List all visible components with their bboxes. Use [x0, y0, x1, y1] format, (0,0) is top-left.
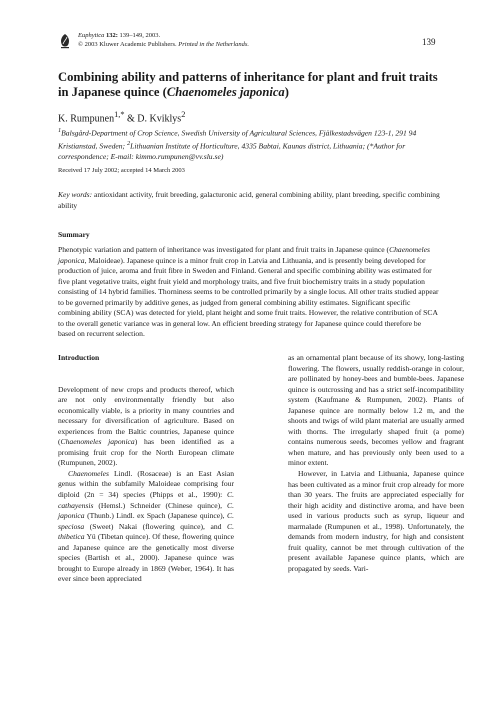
right-paragraph-2: However, in Latvia and Lithuania, Japanese quince has been cultivated as a minor fruit crop already for more than 30 years. The fruits are appreciated especially for their high acidity and distinctive aroma, and have been used in various products such as syrup, liqueur and marmalade (Rumpunen et al., 1998). Unfortunately, the demands from modern industry, for high and consistent fruit quality, cannot be met through cultivation of the present available Japanese quince plants, which are propagated by seeds. Vari- — [288, 469, 464, 573]
intro-p2-text-4: (Sweet) Nakai (flowering quince), and — [84, 521, 228, 531]
title-text: Combining ability and patterns of inheritance for plant and fruit traits in Japanese quince ( — [58, 70, 438, 99]
affil-1-marker: 1 — [58, 127, 62, 134]
received-accepted-dates: Received 17 July 2002; accepted 14 March 2003 — [58, 167, 185, 174]
introduction-heading: Introduction — [58, 353, 100, 362]
species-speciosa: C. speciosa — [58, 511, 234, 531]
affiliation-1: Balsgård-Department of Crop Science, Swedish University of Agricultural Sciences, Fjälkestadsvägen 123-1, 291 94 Kristianstad, Sweden; — [58, 128, 417, 151]
author-1: K. Rumpunen — [58, 113, 115, 125]
intro-p2-text-3: (Thunb.) Lindl. ex Spach (Japanese quince), — [84, 511, 228, 521]
title-close: ) — [284, 85, 289, 99]
page-number: 139 — [422, 37, 436, 47]
affiliations — [58, 126, 440, 163]
affiliation-2: Lithuanian Institute of Horticulture, 4335 Babtai, Kaunas district, Lithuania; (*Author for correspondence; E-mail: kimmo.rumpunen@vv.slu.se) — [58, 141, 406, 162]
intro-paragraph-2 — [58, 469, 234, 585]
keywords-label: Key words: — [58, 190, 93, 199]
intro-p2-text-5: Yü (Tibetan quince). Of these, flowering quince and Japanese quince are the genetically most diverse species (Bartish et al., 2000). Japanese quince was brought to Europe already in 1869 (Weber, 1964). It has ever since been appreciated — [58, 532, 234, 584]
intro-p2-text: Lindl. (Rosaceae) is an East Asian genus within the subfamily Maloideae comprising four diploid (2n = 34) species (Phipps et al., 1990): — [58, 468, 234, 500]
right-column — [288, 353, 464, 574]
journal-pages-year: 139–149, 2003. — [119, 32, 161, 39]
author-2-affil: 2 — [181, 110, 186, 119]
summary-text — [58, 245, 440, 340]
species-cathayensis: C. cathayensis — [58, 490, 234, 510]
author-2: & D. Kviklys — [127, 113, 182, 125]
keywords — [58, 190, 440, 211]
journal-volume: 132: — [105, 32, 118, 39]
right-paragraph-1: as an ornamental plant because of its showy, long-lasting flowering. The flowers, usually reddish-orange in colour, are pollinated by honey-bees and bumble-bees. Japanese quince is outcrossing and has a strict self-incompatibility system (Kaufmane & Rumpunen, 2002). Plants of Japanese quince are normally below 1.2 m, and the shoots and twigs of wild plant material are usually armed with thorns. The irregularly shaped fruit (a pome) contains numerous seeds, becomes yellow and fragrant when mature, and has previously only been used to a minor extent. — [288, 353, 464, 468]
left-column — [58, 353, 234, 585]
intro-paragraph-1 — [58, 385, 234, 469]
intro-p1-species: Chaenomeles japonica — [60, 437, 135, 447]
summary-species: Chaenomeles japonica — [58, 245, 430, 265]
species-thibetica: C. thibetica — [58, 521, 234, 542]
author-list — [58, 110, 185, 124]
intro-p2-text-2: (Hemsl.) Schneider (Chinese quince), — [93, 500, 228, 510]
author-1-affil: 1,* — [114, 110, 125, 119]
journal-header — [58, 32, 438, 54]
printed-in: Printed in the Netherlands. — [178, 41, 250, 48]
summary-part-2: , Maloideae). Japanese quince is a minor fruit crop in Latvia and Lithuania, and is presently being developed for production of juice, aroma and fruit fibre in Sweden and Finland. General and specific combining ability was estimated for five plant vegetative traits, eight fruit yield and morphology traits, and five fruit biochemistry traits in a study population consisting of 14 hybrid families. Thorniness seems to be controlled primarily by a single locus. All other traits studied appear to be governed primarily by additive genes, as judged from general combining ability estimates. Significant specific combining ability (SCA) was detected for yield, plant height and some fruit traits. However, the relative contribution of SCA to the overall genetic variance was in general low. An efficient breeding strategy for Japanese quince could therefore be based on recurrent selection. — [58, 255, 439, 339]
article-title — [58, 70, 438, 100]
species-japonica: C. japonica — [58, 500, 234, 521]
intro-p1-text: Development of new crops and products thereof, which are not only environmentally friendly but also economically viable, is a priority in many countries and necessary for diversification of agriculture. Based on experiences from the Baltic countries, Japanese quince ( — [58, 384, 234, 447]
intro-p1-text-end: ) has been identified as a promising fruit crop for the North European climate (Rumpunen, 2002). — [58, 437, 234, 468]
title-species: Chaenomeles japonica — [166, 85, 285, 99]
copyright-text: © 2003 Kluwer Academic Publishers. — [78, 41, 177, 48]
genus-name: Chaenomeles — [68, 468, 109, 478]
affil-2-marker: 2 — [127, 140, 131, 148]
summary-part-1: Phenotypic variation and pattern of inheritance was investigated for plant and fruit traits in Japanese quince ( — [58, 245, 390, 254]
summary-heading: Summary — [58, 230, 90, 239]
journal-name: Euphytica — [78, 32, 105, 39]
publisher-logo-icon — [58, 33, 72, 49]
keywords-text: antioxidant activity, fruit breeding, galacturonic acid, general combining ability, plant breeding, specific combining ability — [58, 190, 440, 210]
copyright-line — [78, 41, 249, 49]
journal-citation — [78, 32, 160, 40]
